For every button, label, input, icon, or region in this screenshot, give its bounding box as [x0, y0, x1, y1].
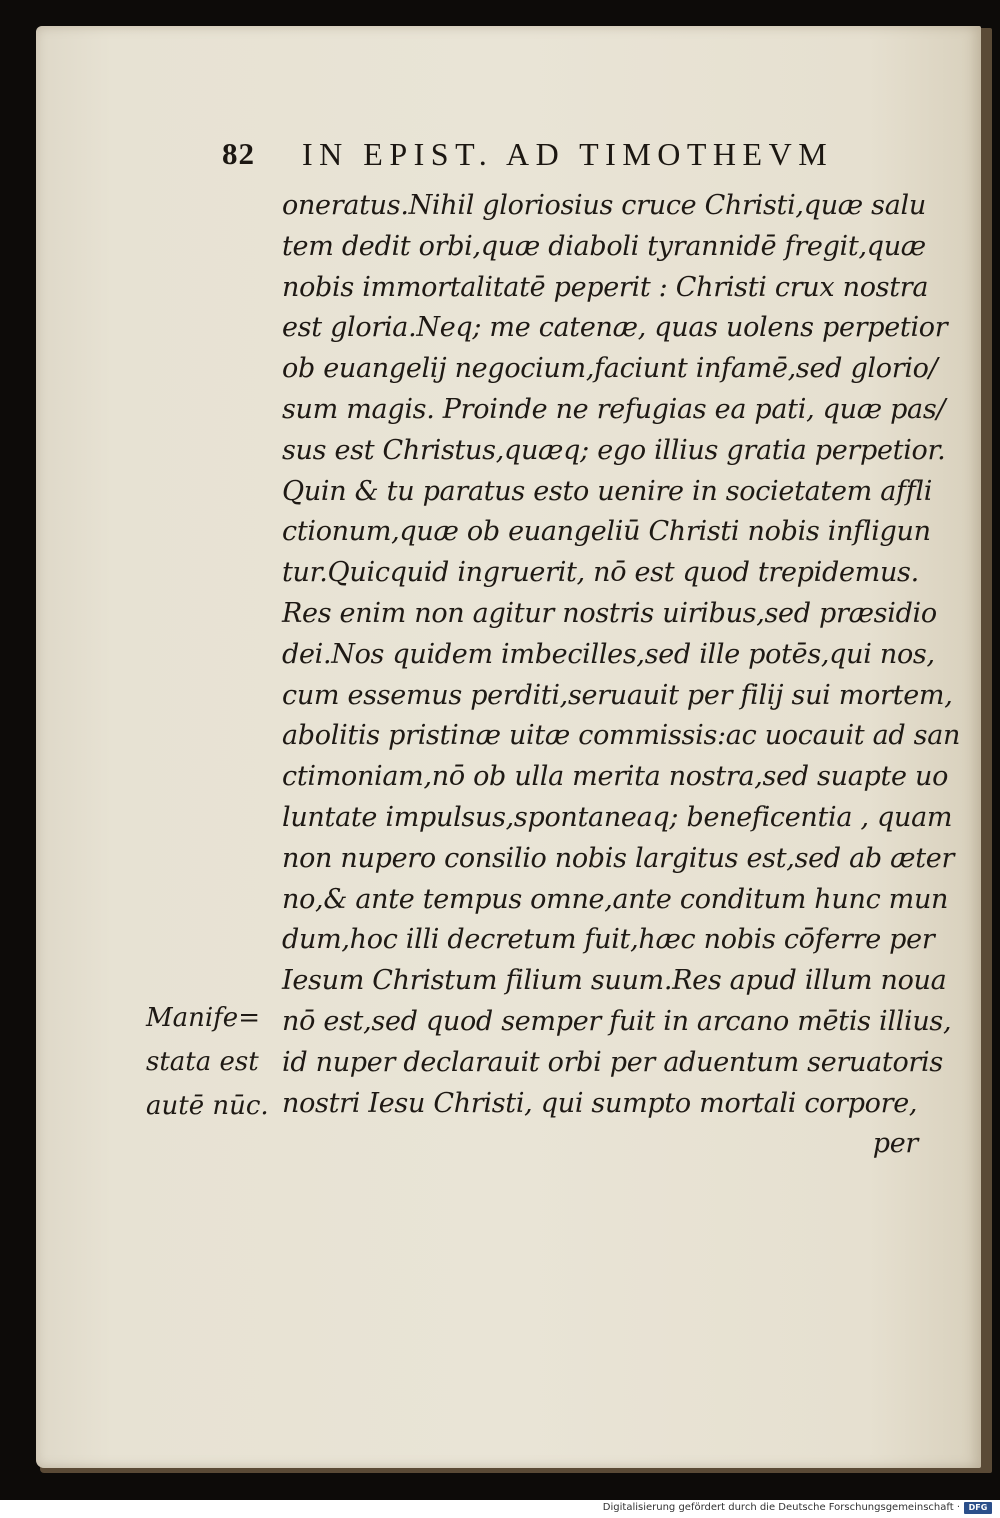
text-line: Quin & tu paratus esto uenire in societatem affli [282, 475, 933, 507]
text-line: sum magis. Proinde ne refugias ea pati, quæ pas/ [282, 393, 946, 425]
text-line: cum essemus perditi,seruauit per filij sui mortem, [282, 679, 953, 711]
text-line: non nupero consilio nobis largitus est,sed ab æter [282, 842, 955, 874]
text-line: ctionum,quæ ob euangeliū Christi nobis infligun [282, 516, 931, 548]
text-line: nō est,sed quod semper fuit in arcano mētis illius, [282, 1005, 952, 1037]
text-line: Iesum Christum filium suum.Res apud illum noua [282, 965, 947, 997]
body-text [282, 186, 961, 1165]
text-line: nobis immortalitatē peperit : Christi crux nostra [282, 271, 929, 303]
running-head [222, 136, 922, 180]
text-line: id nuper declarauit orbi per aduentum seruatoris [282, 1046, 943, 1078]
text-line: Res enim non agitur nostris uiribus,sed præsidio [282, 597, 937, 629]
marginal-note-line: Manife= [146, 1003, 260, 1033]
page-number: 82 [222, 136, 255, 171]
text-line: ob euangelij negocium,faciunt infamē,sed glorio/ [282, 353, 938, 385]
text-line: tur.Quicquid ingruerit, nō est quod trepidemus. [282, 557, 919, 589]
marginal-note-line: stata est [146, 1047, 259, 1077]
footer-bar [0, 1500, 1000, 1518]
dfg-logo-icon: DFG [964, 1502, 992, 1514]
text-line: dei.Nos quidem imbecilles,sed ille potēs,qui nos, [282, 638, 935, 670]
text-line: est gloria.Neq; me catenæ, quas uolens perpetior [282, 312, 948, 344]
marginal-note-line: autē nūc. [146, 1091, 269, 1121]
running-title: IN EPIST. AD TIMOTHEVM [302, 136, 834, 172]
text-line: no,& ante tempus omne,ante conditum hunc mun [282, 883, 949, 915]
text-line: sus est Christus,quæq; ego illius gratia perpetior. [282, 434, 946, 466]
footer-credit: Digitalisierung gefördert durch die Deutsche Forschungsgemeinschaft · [602, 1502, 960, 1513]
text-line: abolitis pristinæ uitæ commissis:ac uocauit ad san [282, 720, 961, 752]
text-line: ctimoniam,nō ob ulla merita nostra,sed suapte uo [282, 761, 949, 793]
text-line: tem dedit orbi,quæ diaboli tyrannidē fregit,quæ [282, 230, 926, 262]
text-line: dum,hoc illi decretum fuit,hæc nobis cōferre per [282, 924, 935, 956]
text-line: luntate impulsus,spontaneaq; beneficentia , quam [282, 801, 953, 833]
text-line: oneratus.Nihil gloriosius cruce Christi,quæ salu [282, 190, 926, 221]
marginal-note [146, 996, 276, 1128]
text-line: nostri Iesu Christi, qui sumpto mortali corpore, [282, 1087, 918, 1119]
catchword: per [872, 1128, 918, 1160]
